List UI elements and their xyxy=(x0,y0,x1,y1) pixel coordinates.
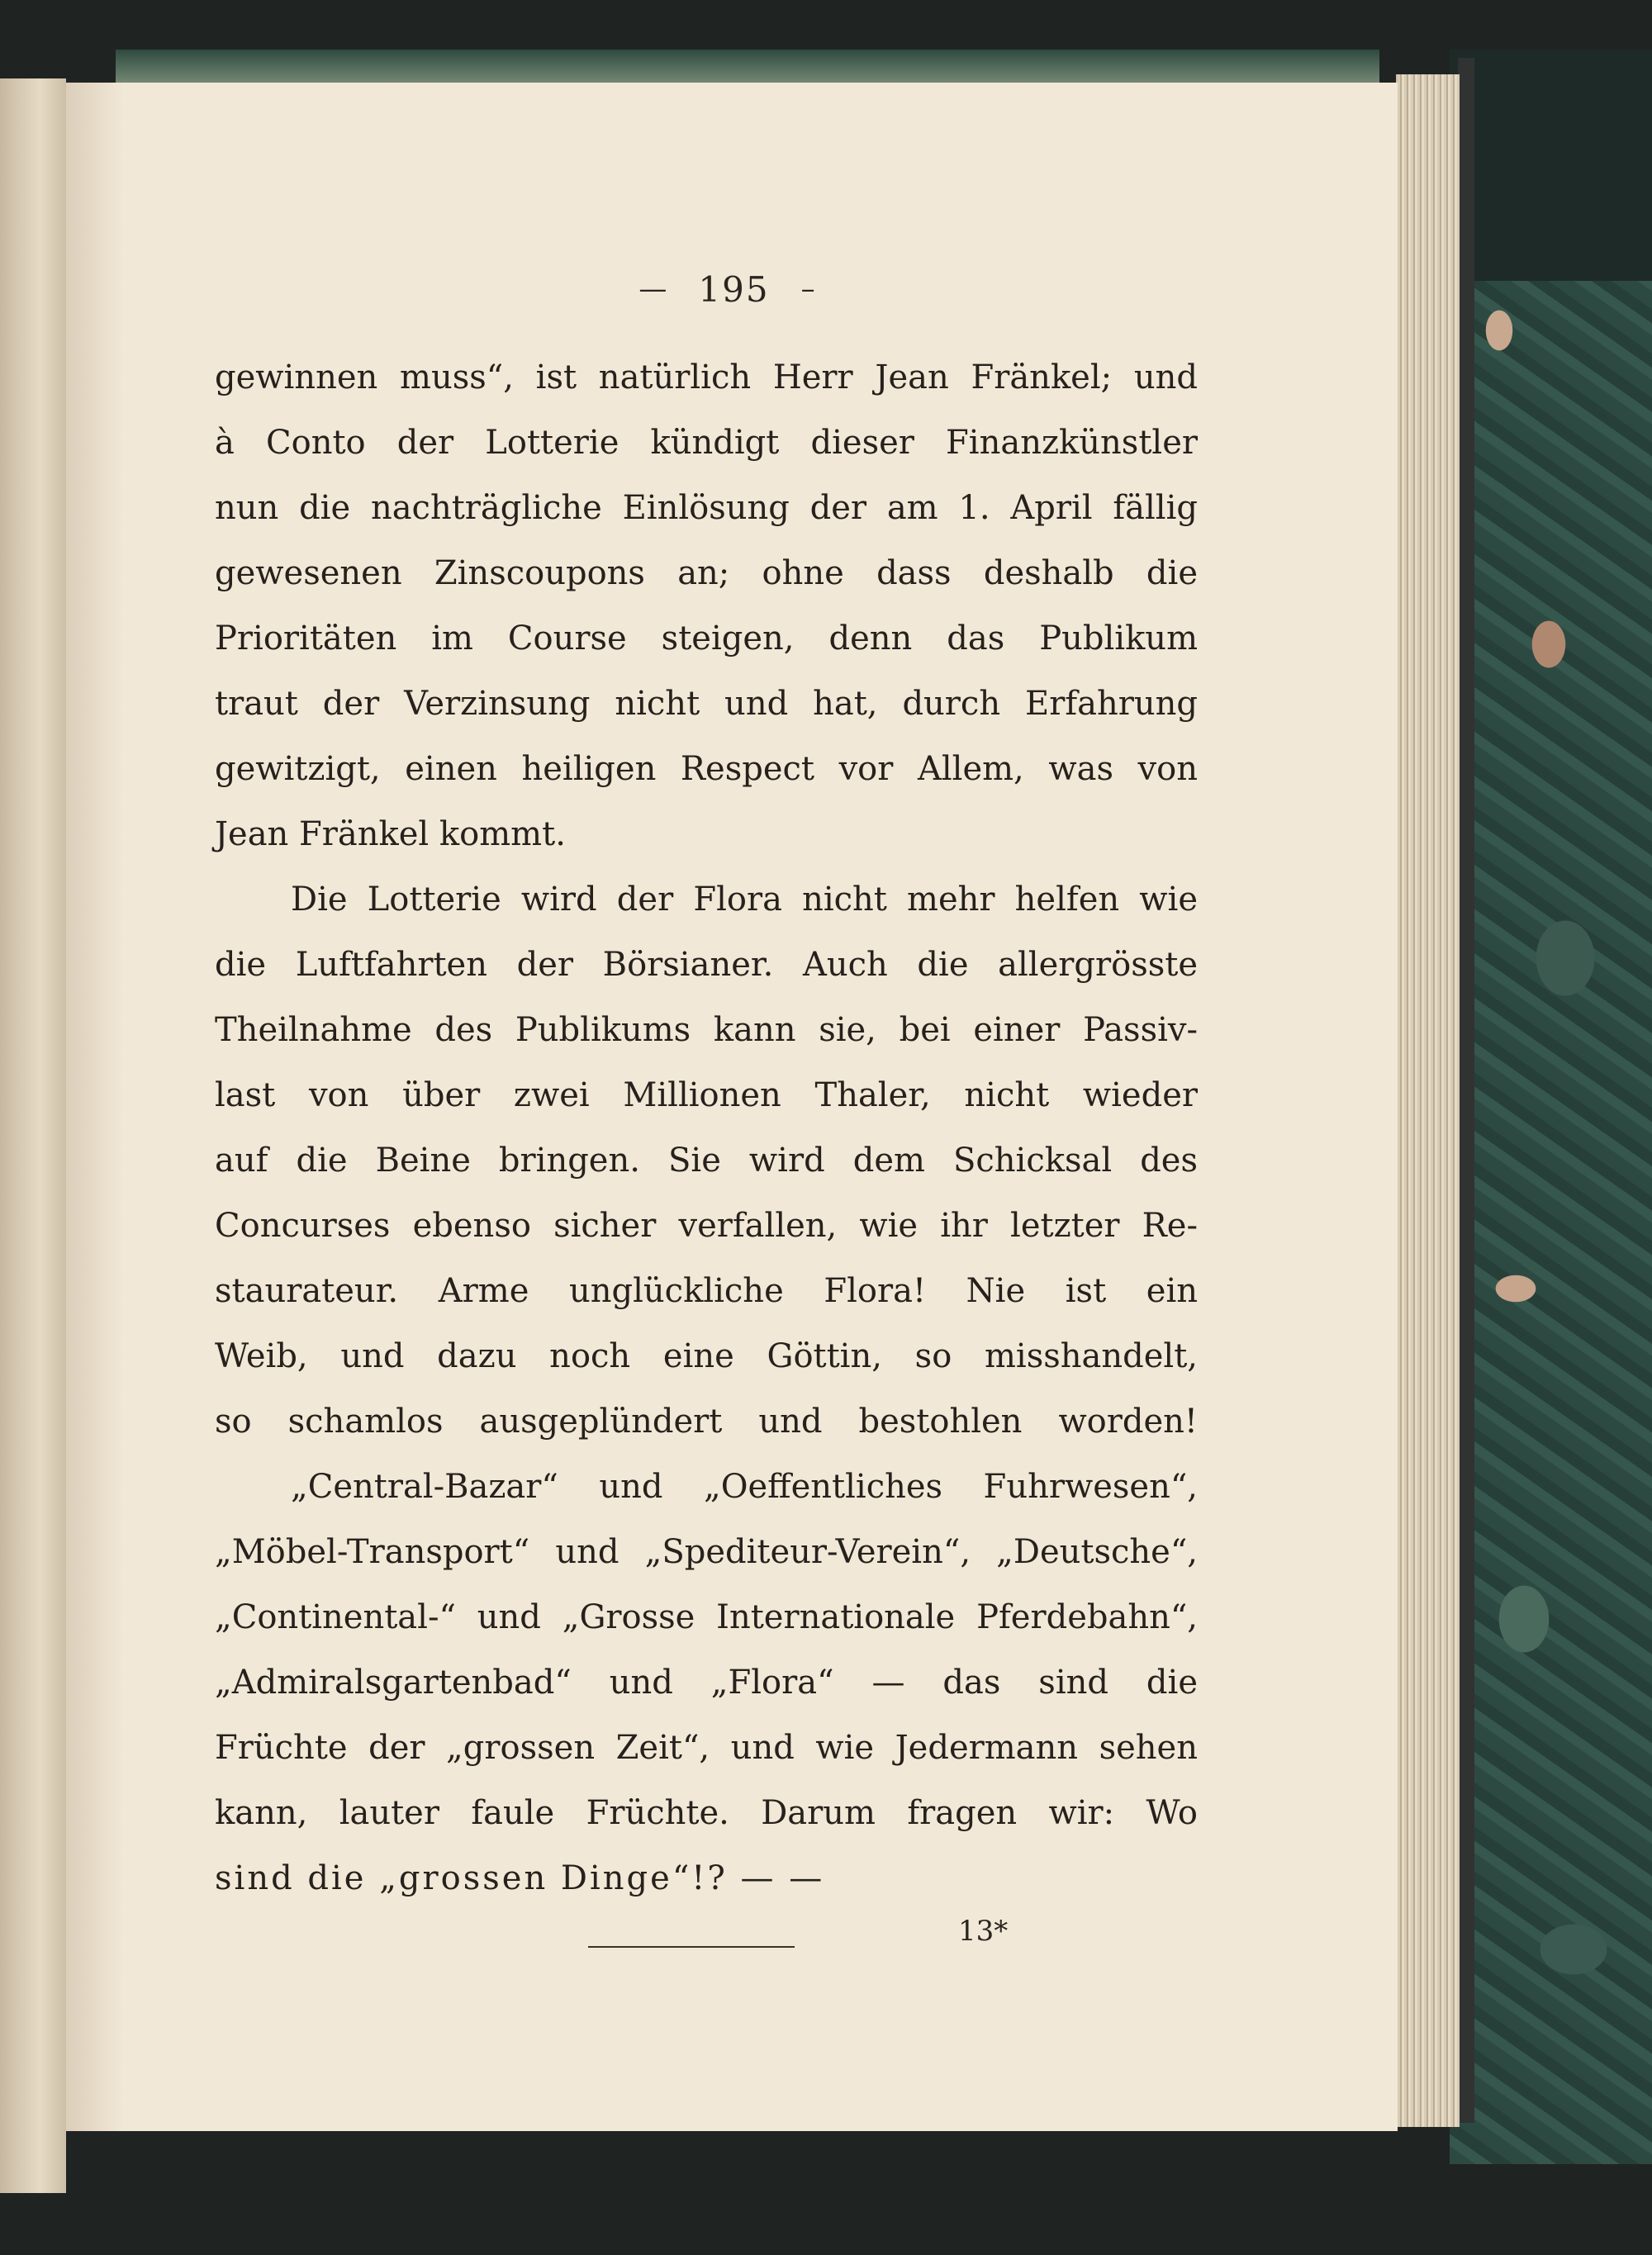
page-body xyxy=(215,345,1198,1911)
binding-strip xyxy=(116,50,1379,87)
cover-board-top xyxy=(1450,50,1652,281)
text-line: Prioritäten im Course steigen, denn das Publikum xyxy=(215,620,1198,658)
header-dash-right: – xyxy=(800,273,815,306)
footer-rule xyxy=(588,1946,795,1948)
text-line: traut der Verzinsung nicht und hat, durch Erfahrung xyxy=(215,685,1198,723)
text-line: gewinnen muss“, ist natürlich Herr Jean Fränkel; und xyxy=(215,358,1198,396)
page-header xyxy=(595,264,859,314)
text-line: last von über zwei Millionen Thaler, nicht wieder xyxy=(215,1076,1198,1114)
facing-page-edge xyxy=(0,78,66,2193)
header-dash-left: — xyxy=(638,273,667,306)
text-line: „Möbel-Transport“ und „Spediteur-Verein“, „Deutsche“, xyxy=(215,1533,1198,1571)
signature-mark: 13* xyxy=(958,1915,1009,1948)
page-number: 195 xyxy=(698,268,770,310)
cover-board-edge xyxy=(1458,58,1474,2123)
text-line: sind die „grossen Dinge“!? — — xyxy=(215,1859,825,1897)
page-edges xyxy=(1396,74,1460,2127)
text-line: Früchte der „grossen Zeit“, und wie Jedermann sehen xyxy=(215,1729,1198,1767)
text-line: Jean Fränkel kommt. xyxy=(215,815,566,853)
text-line: Die Lotterie wird der Flora nicht mehr helfen wie xyxy=(291,881,1198,919)
text-line: die Luftfahrten der Börsianer. Auch die allergrösste xyxy=(215,946,1198,984)
text-line: auf die Beine bringen. Sie wird dem Schicksal des xyxy=(215,1142,1198,1180)
text-line: „Continental-“ und „Grosse Internationale Pferdebahn“, xyxy=(215,1598,1198,1636)
text-line: à Conto der Lotterie kündigt dieser Finanzkünstler xyxy=(215,424,1198,462)
text-line: gewesenen Zinscoupons an; ohne dass deshalb die xyxy=(215,554,1198,592)
text-line: Concurses ebenso sicher verfallen, wie ihr letzter Re- xyxy=(215,1207,1198,1245)
text-line: Weib, und dazu noch eine Göttin, so misshandelt, xyxy=(215,1337,1198,1375)
text-line: gewitzigt, einen heiligen Respect vor Allem, was von xyxy=(215,750,1198,788)
text-line: staurateur. Arme unglückliche Flora! Nie ist ein xyxy=(215,1272,1198,1310)
text-line: nun die nachträgliche Einlösung der am 1. April fällig xyxy=(215,489,1198,527)
marbled-cover xyxy=(1450,50,1652,2164)
text-line: kann, lauter faule Früchte. Darum fragen wir: Wo xyxy=(215,1794,1198,1832)
text-line: so schamlos ausgeplündert und bestohlen worden! xyxy=(215,1403,1198,1441)
text-line: Theilnahme des Publikums kann sie, bei einer Passiv- xyxy=(215,1011,1198,1049)
text-line: „Central-Bazar“ und „Oeffentliches Fuhrwesen“, xyxy=(291,1468,1198,1506)
text-line: „Admiralsgartenbad“ und „Flora“ — das sind die xyxy=(215,1664,1198,1702)
